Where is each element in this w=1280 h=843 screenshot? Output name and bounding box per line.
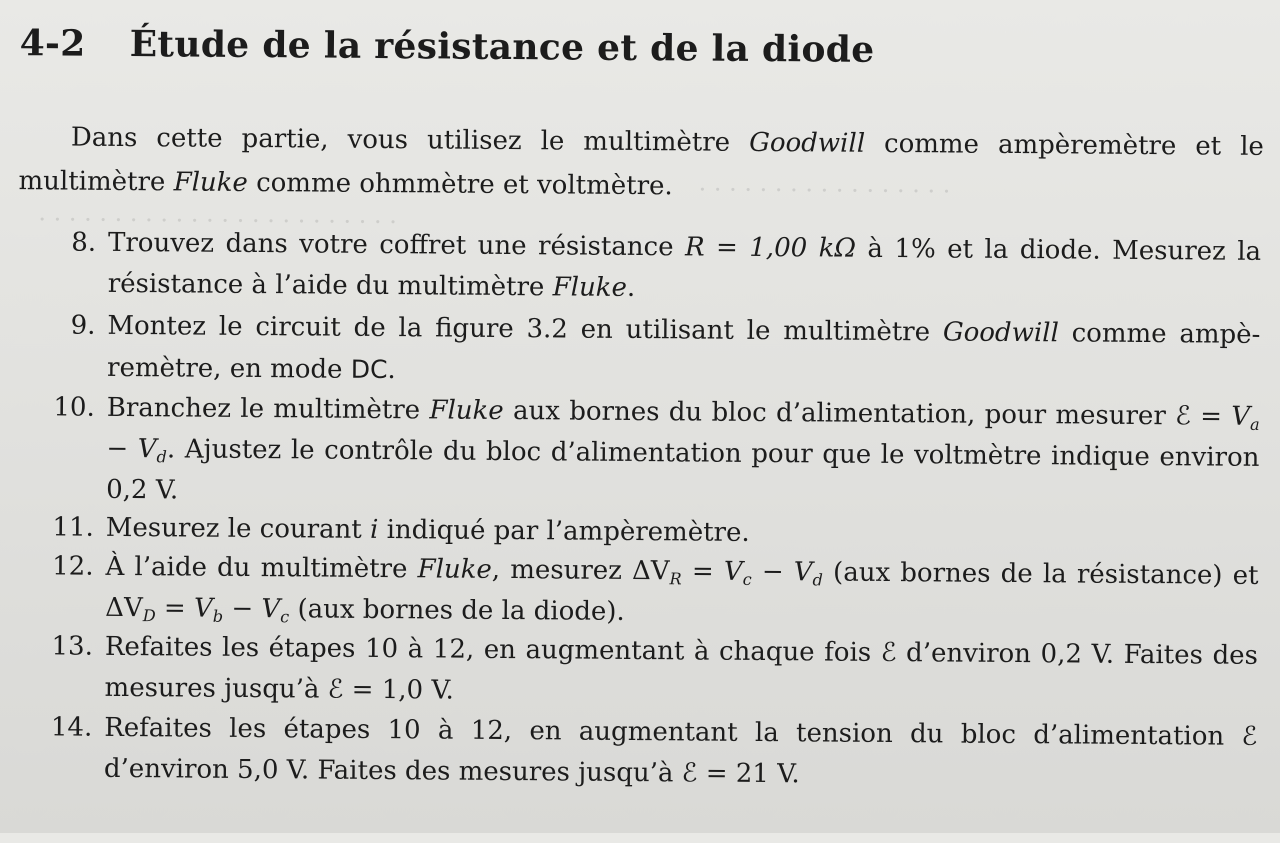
step-text: Refaites les étapes 10 à 12, en augmentant à chaque fois ℰ d’environ 0,2 V. Faites des mesures jusqu’à ℰ = 1,0 V.	[104, 631, 1259, 706]
step-number: 9.	[70, 310, 96, 341]
step-number: 10.	[53, 392, 95, 423]
step-text: Trouvez dans votre coffret une résistance R = 1,00 kΩ à 1% et la diode. Mesurez la résistance à l’aide du multimètre Fluke.	[107, 227, 1262, 303]
step-number: 14.	[50, 712, 93, 743]
step-13	[24, 626, 1258, 718]
step-12	[25, 546, 1259, 638]
step-number: 13.	[51, 631, 94, 662]
step-text: Mesurez le courant i indiqué par l’ampèremètre.	[105, 512, 750, 548]
step-number: 8.	[71, 227, 97, 258]
bleed-through-text: · · · · · · · · · · · · · · · · ·	[698, 175, 951, 206]
fluke-name: Fluke	[173, 167, 249, 198]
step-text: Refaites les étapes 10 à 12, en augmentant la tension du bloc d’alimentation ℰ d’environ 5,0 V. Faites des mesures jusqu’à ℰ = 21 V.	[103, 712, 1258, 790]
step-8	[28, 222, 1262, 314]
intro-paragraph: Dans cette partie, vous utilisez le multimètre Goodwill comme ampèremètre et le multimètre Fluke comme ohmmètre et voltmètre.	[18, 122, 1265, 202]
step-number: 12.	[52, 551, 94, 582]
section-number: 4-2	[19, 22, 86, 65]
step-14	[24, 707, 1258, 799]
section-title: Étude de la résistance et de la diode	[129, 23, 875, 71]
goodwill-name: Goodwill	[749, 127, 866, 159]
step-text: Montez le circuit de la figure 3.2 en utilisant le multimètre Goodwill comme ampè-remètre, en mode DC.	[106, 310, 1261, 386]
bleed-through-text: · · · · · · · · · · · · · · · · · · · · · · · ·	[38, 205, 397, 237]
section-heading	[19, 22, 874, 71]
step-text: À l’aide du multimètre Fluke, mesurez $\Delta V_R = V_c - V_d$ (aux bornes de la résistance) et $\Delta V_D = V_b - V_c$ (aux bornes de la diode).	[105, 551, 1259, 627]
step-9	[27, 305, 1261, 398]
step-number: 11.	[52, 512, 94, 543]
step-text: Branchez le multimètre Fluke aux bornes du bloc d’alimentation, pour mesurer ℰ = $V_a - V_d$. Ajustez le contrôle du bloc d’alimentation pour que le voltmètre indique environ 0,2 V.	[106, 392, 1260, 506]
step-10	[26, 387, 1260, 520]
